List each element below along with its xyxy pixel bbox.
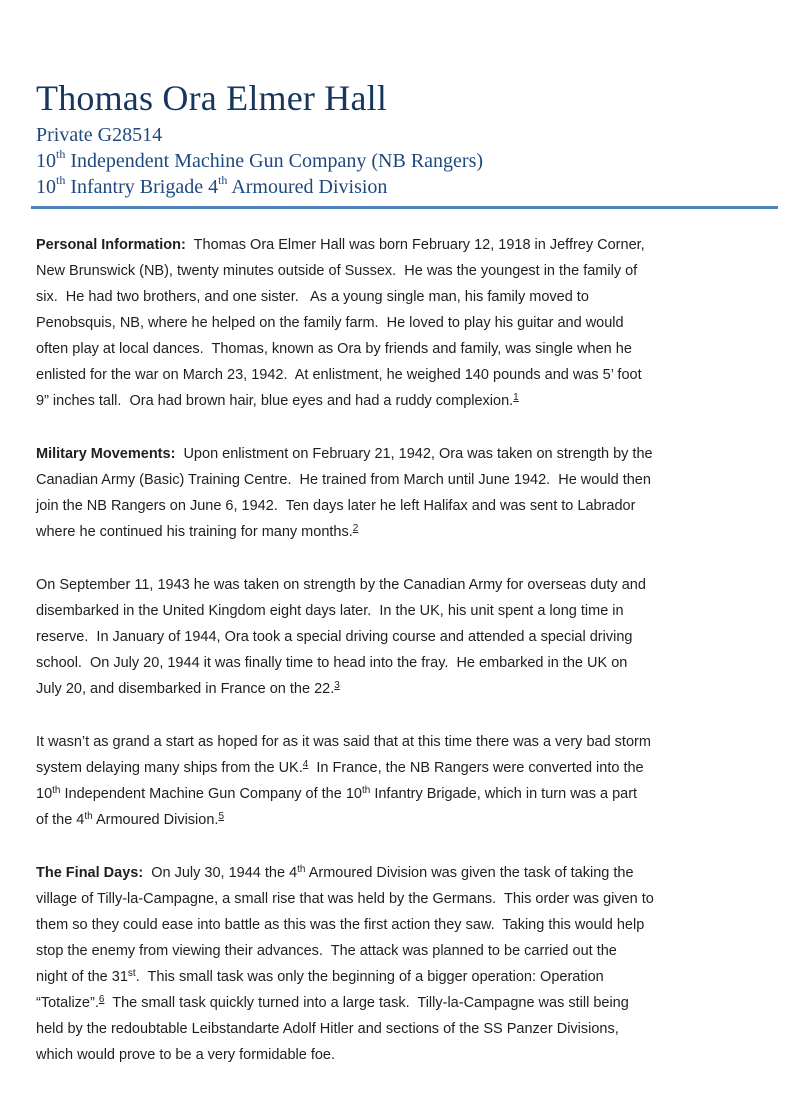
document-title: Thomas Ora Elmer Hall xyxy=(36,78,388,118)
paragraph-final-days: The Final Days: On July 30, 1944 the 4th Armoured Division was given the task of taking the village of Tilly-la-Campagne, a small rise that was held by the Germans. This order was given to them so they could ease into battle as this was the first action they saw. Taking this would help stop the enemy from viewing their advances. The attack was planned to be carried out the night of the 31st. This small task was only the beginning of a bigger operation: Operation “Totalize”.$^6$ The small task quickly turned into a large task. Tilly-la-Campagne was still being held by the redoubtable Leibstandarte Adolf Hitler and sections of the SS Panzer Divisions, which would prove to be a very formidable foe. xyxy=(36,864,654,1063)
subtitle-line-company: 10th Independent Machine Gun Company (NB Rangers) xyxy=(36,147,484,172)
subtitle-line-brigade-division: 10th Infantry Brigade 4th Armoured Division xyxy=(36,173,388,198)
paragraph-overseas-duty: On September 11, 1943 he was taken on strength by the Canadian Army for overseas duty and disembarked in the United Kingdom eight days later. In the UK, his unit spent a long time in reserve. In January of 1944, Ora took a special driving course and attended a special driving school. On July 20, 1944 it was finally time to head into the fray. He embarked in the UK on July 20, and disembarked in France on the 22.$^3$ xyxy=(36,577,646,697)
paragraph-military-movements: Military Movements: Upon enlistment on February 21, 1942, Ora was taken on strength by the Canadian Army (Basic) Training Centre. He trained from March until June 1942. He would then join the NB Rangers on June 6, 1942. Ten days later he left Halifax and was sent to Labrador where he continued his training for many months.$^2$ xyxy=(36,446,653,540)
header-divider-rule xyxy=(31,206,778,209)
paragraph-personal-information: Personal Information: Thomas Ora Elmer Hall was born February 12, 1918 in Jeffrey Corner, New Brunswick (NB), twenty minutes outside of Sussex. He was the youngest in the family of six. He had two brothers, and one sister. As a young single man, his family moved to Penobsquis, NB, where he helped on the family farm. He loved to play his guitar and would often play at local dances. Thomas, known as Ora by friends and family, was single when he enlisted for the war on March 23, 1942. At enlistment, he weighed 140 pounds and was 5’ foot 9” inches tall. Ora had brown hair, blue eyes and had a ruddy complexion.$^1$ xyxy=(36,237,645,409)
document-subtitle xyxy=(36,122,776,200)
subtitle-line-rank-number: Private G28514 xyxy=(36,124,163,146)
paragraph-france-conversion: It wasn’t as grand a start as hoped for as it was said that at this time there was a very bad storm system delaying many ships from the UK.$^4$ In France, the NB Rangers were converted into the 10th Independent Machine Gun Company of the 10th Infantry Brigade, which in turn was a part of the 4th Armoured Division.$^5$ xyxy=(36,734,651,828)
document-body xyxy=(36,232,776,1068)
